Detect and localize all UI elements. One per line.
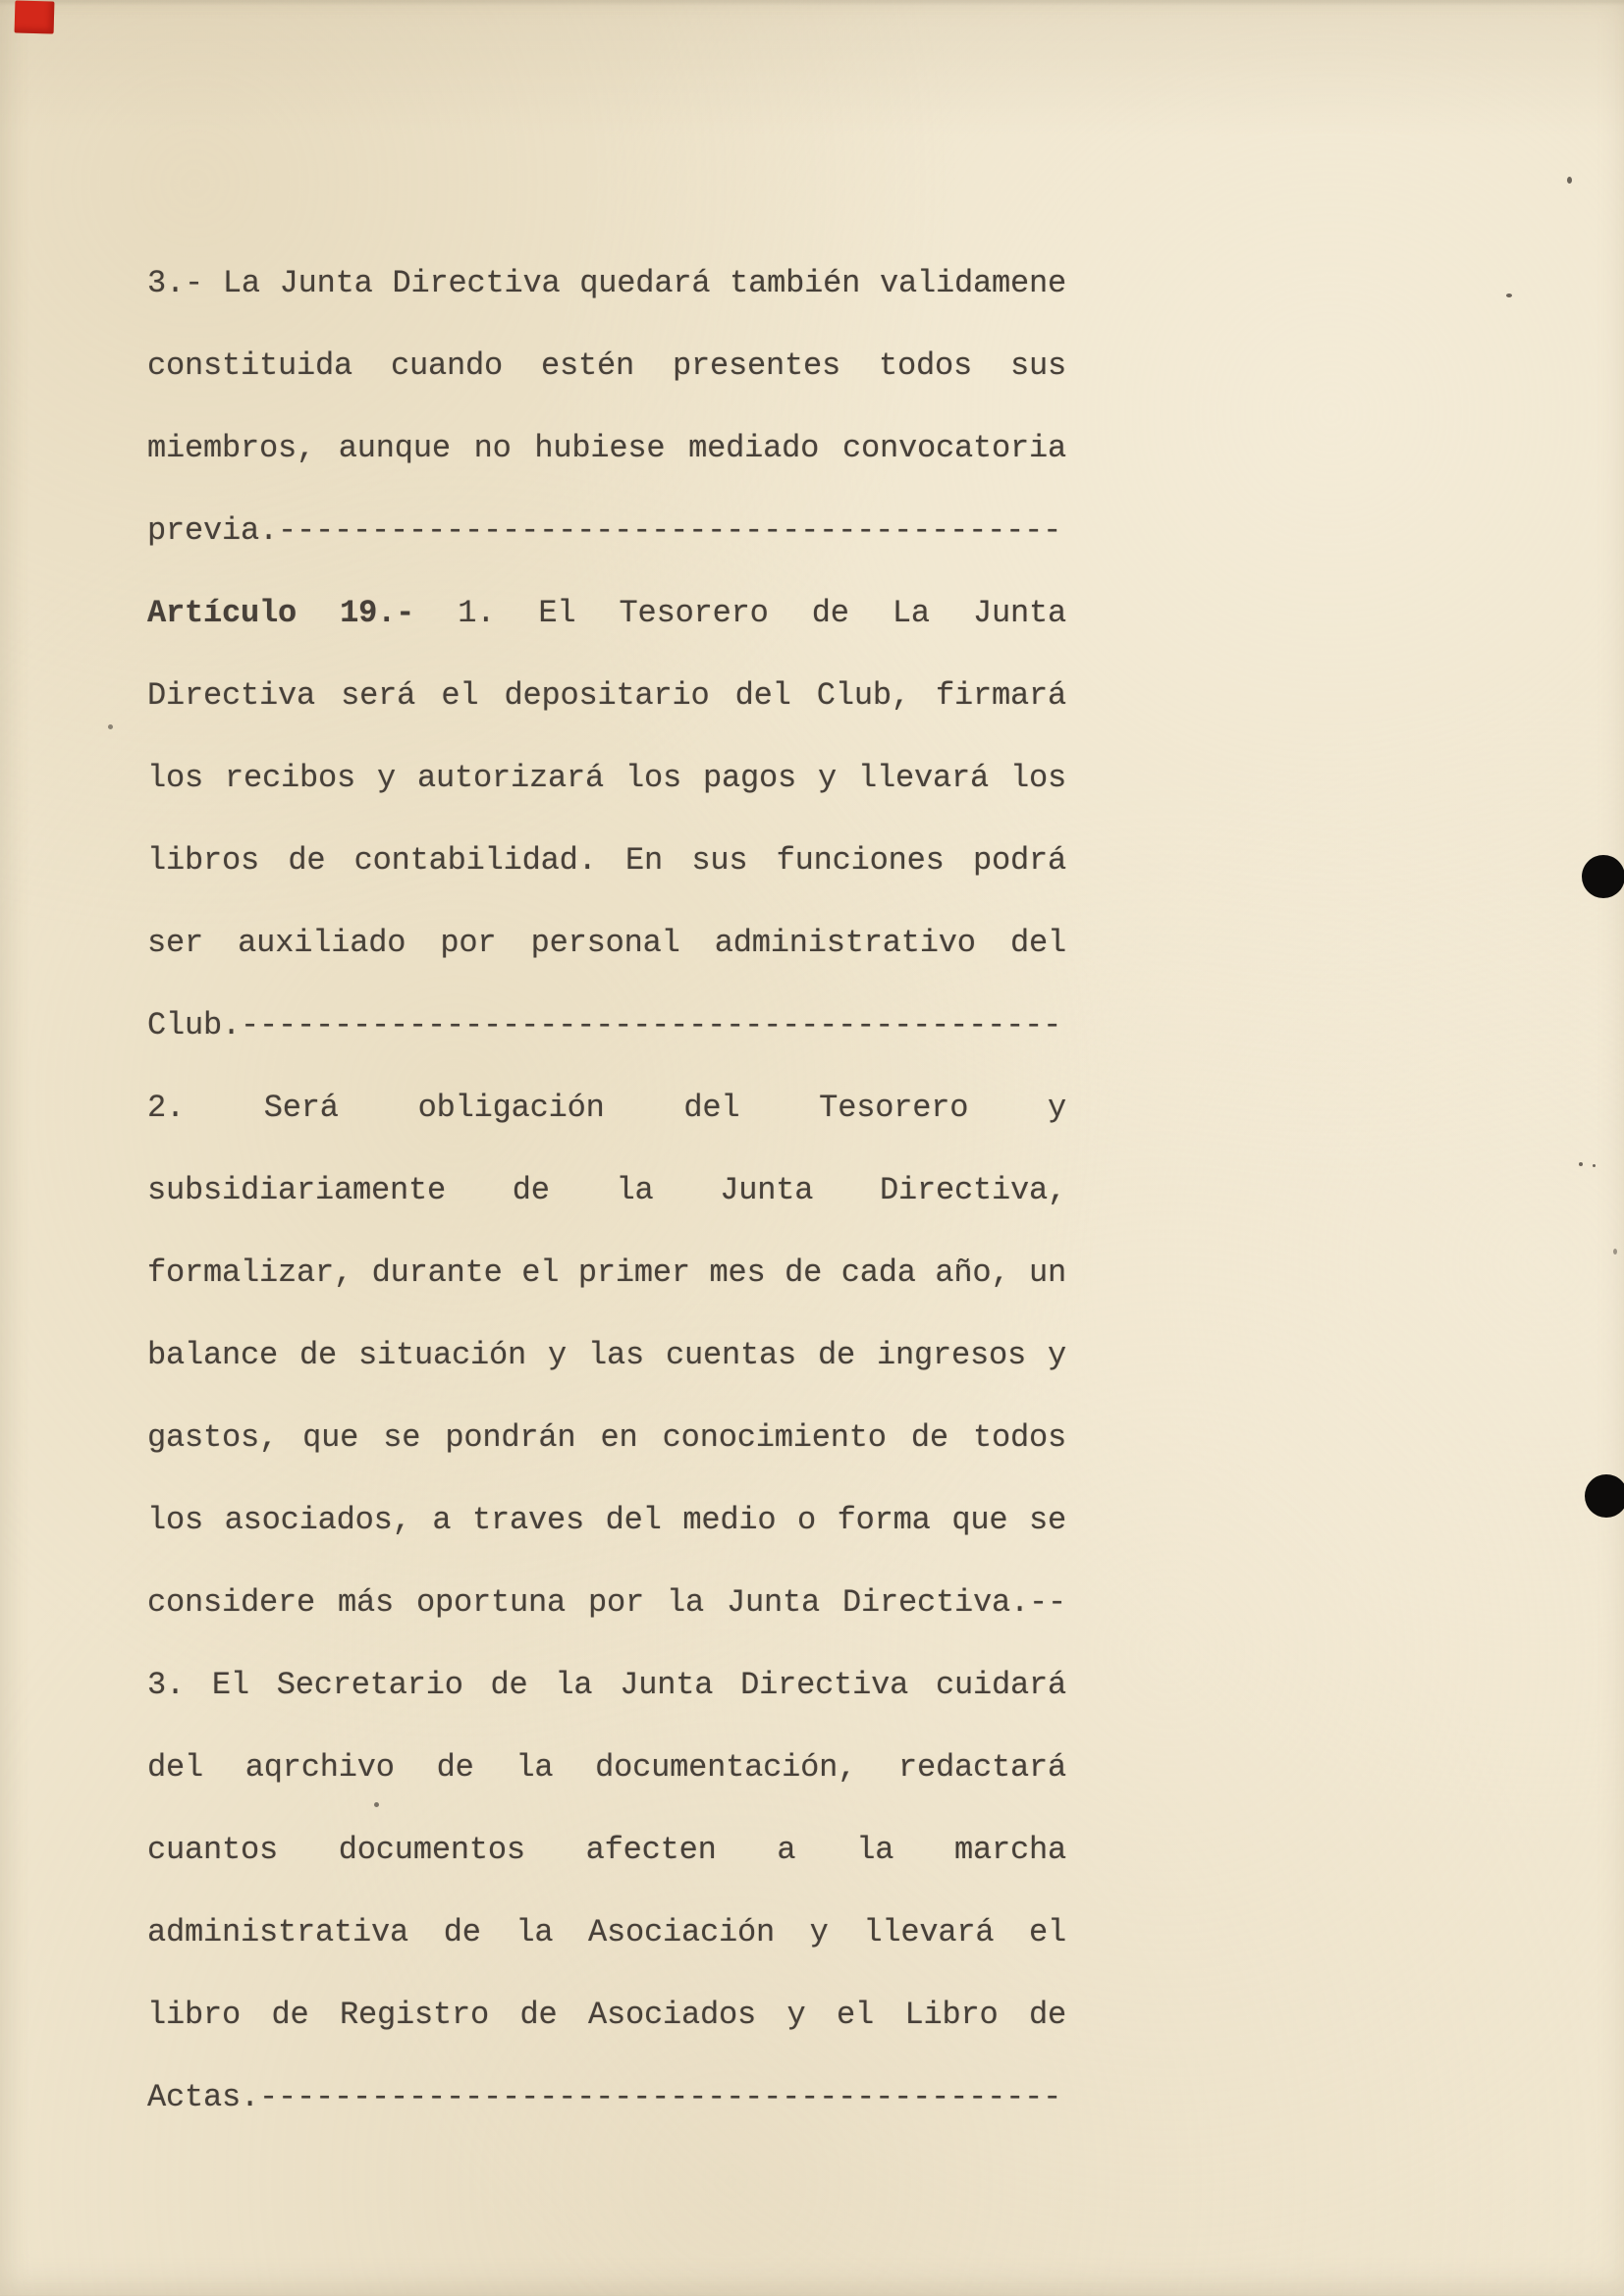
document-line: considere más oportuna por la Junta Directiva.-- [147,1584,1066,1621]
document-line: libro de Registro de Asociados y el Libro de [147,1997,1066,2033]
document-line: los recibos y autorizará los pagos y llevará los [147,760,1066,796]
document-line: del aqrchivo de la documentación, redactará [147,1749,1066,1786]
document-line: miembros, aunque no hubiese mediado convocatoria [147,430,1066,466]
document-line: 3. El Secretario de la Junta Directiva cuidará [147,1667,1066,1703]
document-line: subsidiariamente de la Junta Directiva, [147,1172,1066,1208]
paper-speck [108,724,113,729]
document-line-dashes: Club.-------------------------------------------- [147,1007,1062,1043]
article-heading-text: 1. El Tesorero de La Junta [458,595,1066,631]
document-line-dashes: Actas.------------------------------------------- [147,2079,1062,2115]
paper-speck [1593,1164,1596,1167]
article-number: Artículo 19.- [147,595,415,631]
document-line: gastos, que se pondrán en conocimiento de todos [147,1419,1066,1456]
document-line: ser auxiliado por personal administrativo del [147,925,1066,961]
document-line: 2. Será obligación del Tesorero y [147,1090,1066,1126]
paper-speck [1506,294,1512,297]
paper-speck [1613,1249,1617,1255]
paper-speck [1567,177,1572,184]
document-line: balance de situación y las cuentas de ingresos y [147,1337,1066,1373]
hole-punch-dot [1582,855,1624,898]
document-line: formalizar, durante el primer mes de cada año, un [147,1255,1066,1291]
document-line: cuantos documentos afecten a la marcha [147,1832,1066,1868]
document-line: 3.- La Junta Directiva quedará también validamene [147,265,1066,301]
document-line: los asociados, a traves del medio o forma que se [147,1502,1066,1538]
typewritten-text-block [147,242,1066,2139]
document-line: libros de contabilidad. En sus funciones podrá [147,842,1066,879]
hole-punch-dot [1585,1474,1624,1518]
document-line: administrativa de la Asociación y llevará el [147,1914,1066,1950]
document-line: Directiva será el depositario del Club, firmará [147,677,1066,714]
document-line-dashes: previa.------------------------------------------ [147,512,1062,549]
document-line: constituida cuando estén presentes todos sus [147,347,1066,384]
red-corner-mark [15,0,55,33]
paper-speck [1579,1162,1583,1166]
article-heading-line [147,572,1066,655]
paper-speck [374,1802,379,1807]
